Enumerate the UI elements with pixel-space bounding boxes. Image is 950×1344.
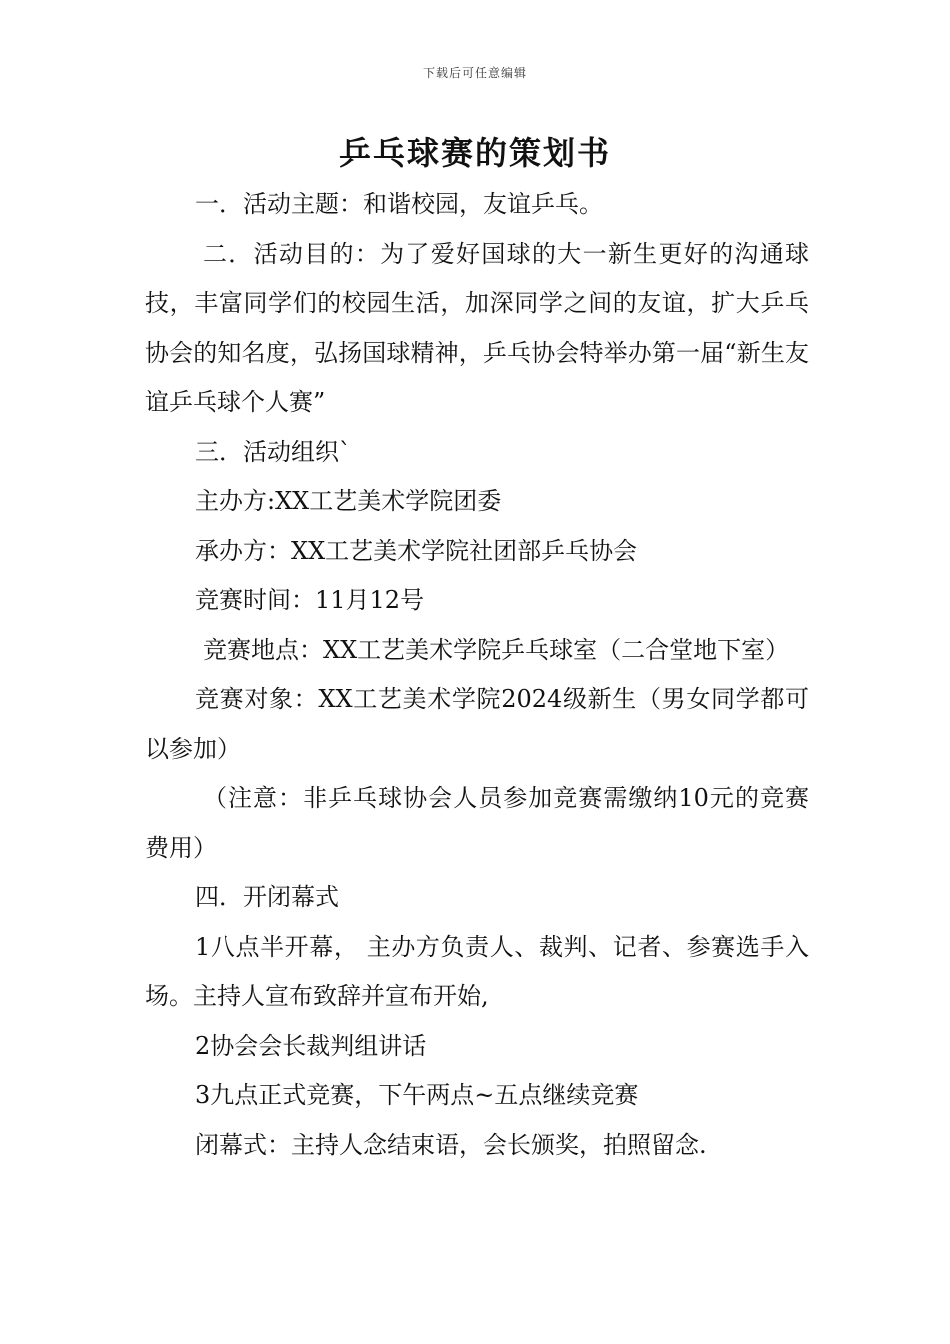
competition-time: 竞赛时间：11月12号 — [195, 586, 425, 614]
fee-note: （注意：非乒乓球协会人员参加竞赛需缴纳10元的竞赛费用） — [145, 784, 809, 862]
ceremony-step-3: 3九点正式竞赛，下午两点~五点继续竞赛 — [195, 1081, 639, 1109]
section-theme: 一．活动主题：和谐校园，友谊乒乓。 — [195, 190, 603, 218]
co-organizer: 承办方：XX工艺美术学院社团部乒乓协会 — [195, 536, 638, 565]
ceremony-step-2: 2协会会长裁判组讲话 — [195, 1031, 427, 1060]
section-organization: 三．活动组织` — [195, 437, 351, 466]
competition-participants: 竞赛对象：XX工艺美术学院2024级新生（男女同学都可以参加） — [145, 685, 809, 763]
page-header: 下载后可任意编辑 — [422, 66, 527, 80]
organizer: 主办方:XX工艺美术学院团委 — [195, 487, 502, 515]
closing-ceremony: 闭幕式：主持人念结束语，会长颁奖，拍照留念. — [195, 1130, 707, 1159]
section-purpose: 二．活动目的：为了爱好国球的大一新生更好的沟通球技，丰富同学们的校园生活，加深同学之间的友谊，扩大乒乓协会的知名度，弘扬国球精神，乒乓协会特举办第一届“新生友谊乒乓球个人赛” — [145, 239, 809, 416]
section-ceremony: 四．开闭幕式 — [195, 883, 339, 911]
competition-venue: 竞赛地点：XX工艺美术学院乒乓球室（二合堂地下室） — [203, 635, 790, 664]
document-body — [145, 180, 809, 1170]
document-title: 乒乓球赛的策划书 — [338, 134, 611, 172]
ceremony-step-1: 1八点半开幕， 主办方负责人、裁判、记者、参赛选手入场。主持人宣布致辞并宣布开始, — [145, 932, 809, 1010]
